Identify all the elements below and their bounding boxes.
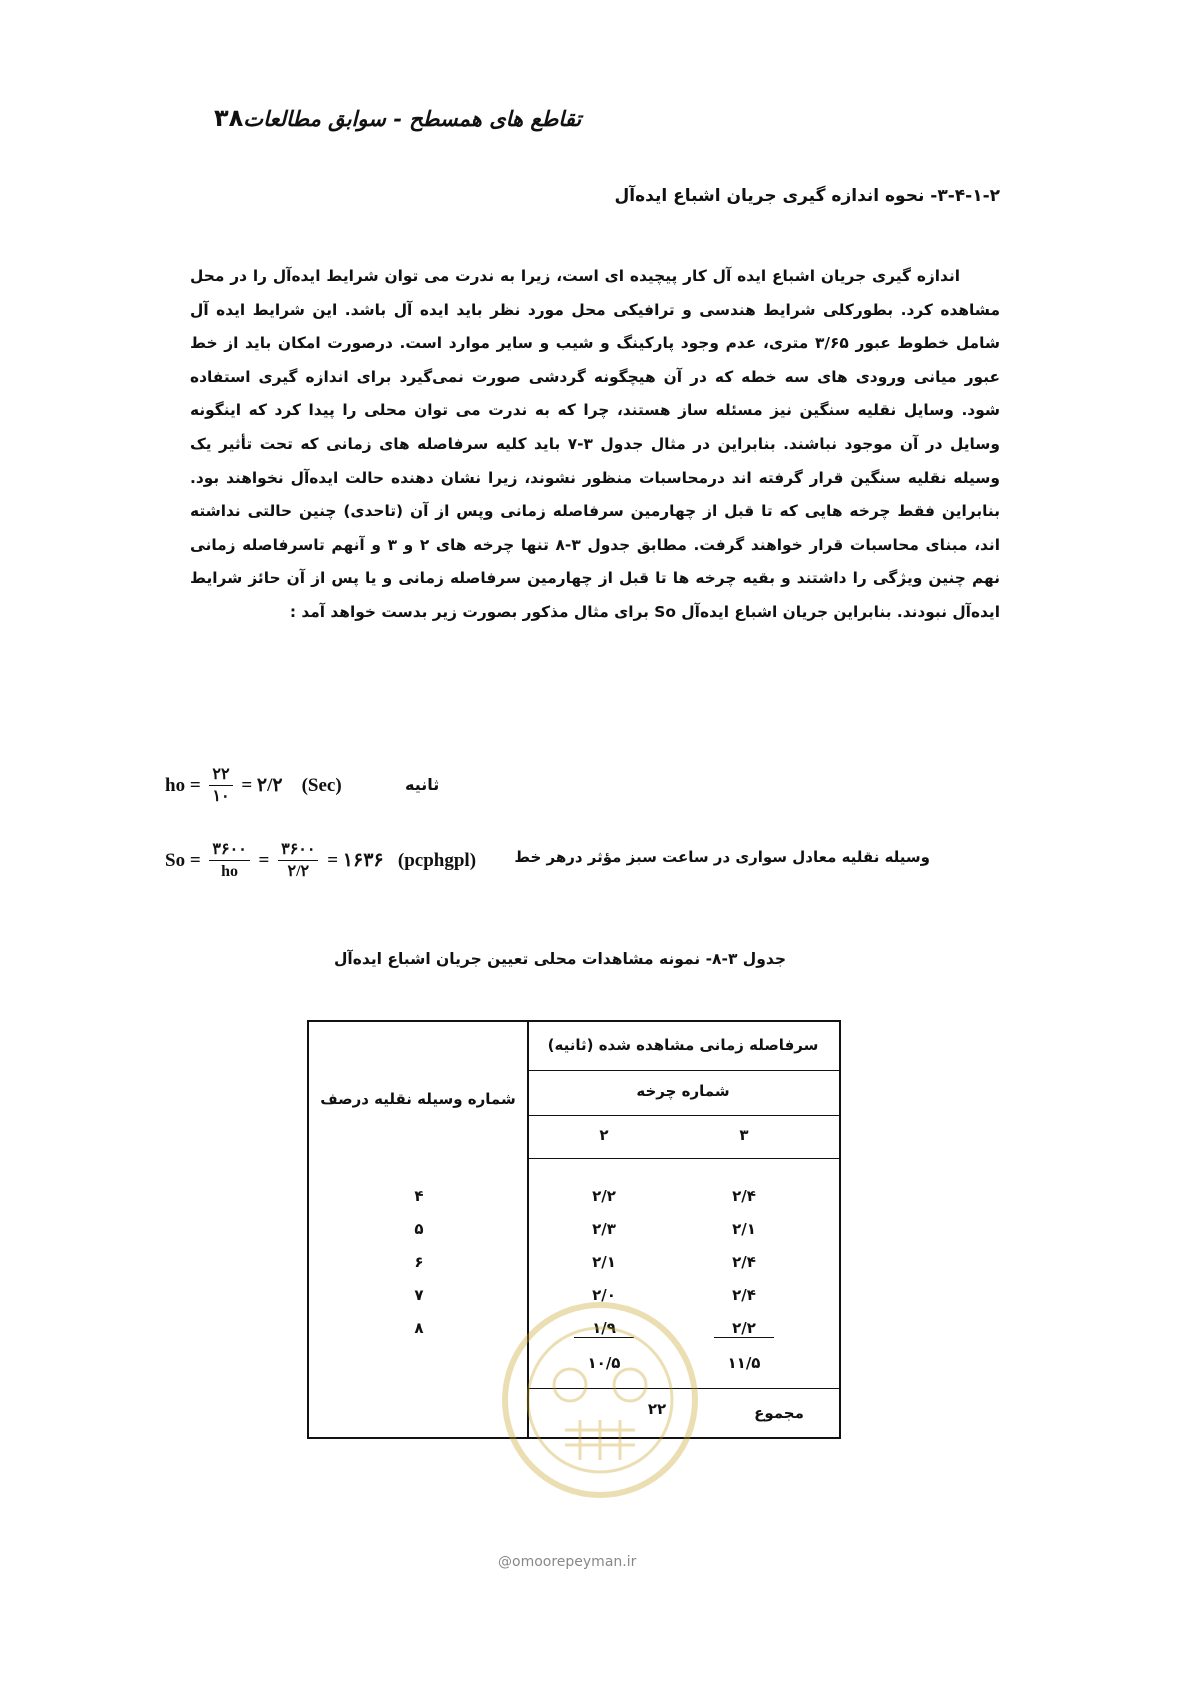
formula-equals: = bbox=[258, 849, 270, 871]
formula-lhs: ho = bbox=[165, 774, 201, 796]
table-cell-cycle-2: ۲/۲ bbox=[592, 1187, 616, 1205]
fraction-numerator: ۳۶۰۰ bbox=[209, 840, 249, 861]
fraction bbox=[209, 765, 232, 808]
formula-result: = ۲/۲ bbox=[241, 774, 283, 796]
header-vehicle-position: شماره وسیله نقلیه درصف bbox=[320, 1090, 516, 1108]
formula-saturation-flow bbox=[165, 840, 476, 883]
section-heading: ۳-۴-۱-۲- نحوه اندازه گیری جریان اشباع ایده‌آل bbox=[614, 186, 1000, 206]
body-paragraph: اندازه گیری جریان اشباع ایده آل کار پیچیده ای است، زیرا به ندرت می توان شرایط ایده‌آل را در محل مشاهده کرد. بطورکلی شرایط هندسی و ترافیکی محل مورد نظر باید ایده آل باشد. این شرایط ایده آل شامل خطوط عبور ۳/۶۵ متری، عدم وجود پارکینگ و شیب و سایر موارد است. درصورت امکان باید از خط عبور میانی ورودی های سه خطه که در آن هیچگونه گردشی صورت نمی‌گیرد برای اندازه گیری استفاده شود. وسایل نقلیه سنگین نیز مسئله ساز هستند، چرا که به ندرت می توان محلی را پیدا کرد که اینگونه وسایل در آن موجود نباشند. بنابراین در مثال جدول ۳-۷ باید کلیه سرفاصله های زمانی که تحت تأثیر یک وسیله نقلیه سنگین قرار گرفته اند درمحاسبات منظور نشوند، زیرا نشان دهنده حالت ایده‌آل نخواهند بود. بنابراین فقط چرخه هایی که تا قبل از چهارمین سرفاصله زمانی وپس از آن (تاحدی) چنین حالتی نداشته اند، مبنای محاسبات قرار خواهند گرفت. مطابق جدول ۳-۸ تنها چرخه های ۲ و ۳ و آنهم تاسرفاصله زمانی نهم چنین ویژگی را داشتند و بقیه چرخه ها تا قبل از چهارمین سرفاصله زمانی و یا پس از آن حائز شرایط ایده‌آل نبودند. بنابراین جریان اشباع ایده‌آل So برای مثال مذکور بصورت زیر بدست خواهد آمد : bbox=[190, 267, 1000, 621]
formula-result: = ۱۶۳۶ bbox=[327, 849, 384, 871]
table-cell-vehicle: ۸ bbox=[414, 1319, 424, 1337]
body-text bbox=[190, 260, 1000, 630]
table-cell-vehicle: ۶ bbox=[414, 1253, 424, 1271]
table-subtotal-cycle-2: ۱۰/۵ bbox=[587, 1354, 621, 1372]
page-number: ۳۸ bbox=[214, 104, 244, 132]
table-cell-cycle-2: ۱/۹ bbox=[574, 1319, 634, 1338]
header-cycle-3: ۳ bbox=[739, 1126, 749, 1144]
header-cycle-number: شماره چرخه bbox=[636, 1082, 730, 1100]
table-cell-cycle-2: ۲/۰ bbox=[592, 1286, 616, 1304]
table-cell-cycle-3: ۲/۴ bbox=[732, 1187, 756, 1205]
watermark-logo bbox=[490, 1290, 710, 1520]
fraction-numerator: ۲۲ bbox=[209, 765, 232, 786]
table-cell-vehicle: ۵ bbox=[414, 1220, 424, 1238]
fraction-denominator: ۲/۲ bbox=[287, 863, 310, 880]
table-cell-cycle-3: ۲/۴ bbox=[732, 1286, 756, 1304]
fraction bbox=[278, 840, 318, 883]
table-cell-vehicle: ۷ bbox=[414, 1286, 424, 1304]
fraction-denominator: ho bbox=[221, 863, 239, 880]
table-sum-label: مجموع bbox=[754, 1404, 804, 1422]
table-rule bbox=[527, 1115, 839, 1116]
running-title: تقاطع های همسطح - سوابق مطالعات bbox=[243, 105, 582, 131]
table-rule bbox=[527, 1070, 839, 1071]
table-cell-cycle-3: ۲/۲ bbox=[714, 1319, 774, 1338]
formula-unit: (Sec) bbox=[301, 774, 342, 796]
formula-lhs: So = bbox=[165, 849, 201, 871]
fraction bbox=[209, 840, 249, 883]
watermark-url: @omoorepeyman.ir bbox=[498, 1554, 637, 1570]
table-cell-cycle-3: ۲/۱ bbox=[732, 1220, 756, 1238]
fraction-numerator: ۳۶۰۰ bbox=[278, 840, 318, 861]
table-caption: جدول ۳-۸- نمونه مشاهدات محلی تعیین جریان اشباع ایده‌آل bbox=[333, 950, 787, 968]
table-cell-vehicle: ۴ bbox=[414, 1187, 424, 1205]
formula-note: ثانیه bbox=[405, 775, 440, 794]
table-cell-cycle-2: ۲/۳ bbox=[592, 1220, 616, 1238]
header-observed-headway: سرفاصله زمانی مشاهده شده (ثانیه) bbox=[547, 1036, 819, 1054]
table-subtotal-cycle-3: ۱۱/۵ bbox=[727, 1354, 761, 1372]
formula-unit: (pcphgpl) bbox=[397, 849, 477, 871]
table-rule bbox=[527, 1158, 839, 1159]
formula-note: وسیله نقلیه معادل سواری در ساعت سبز مؤثر درهر خط bbox=[514, 848, 930, 866]
running-header bbox=[180, 98, 1000, 138]
fraction-denominator: ۱۰ bbox=[212, 788, 230, 805]
formula-headway bbox=[165, 765, 342, 808]
table-cell-cycle-2: ۲/۱ bbox=[592, 1253, 616, 1271]
table-sum-value: ۲۲ bbox=[647, 1400, 667, 1418]
table-cell-cycle-3: ۲/۴ bbox=[732, 1253, 756, 1271]
header-cycle-2: ۲ bbox=[599, 1126, 609, 1144]
